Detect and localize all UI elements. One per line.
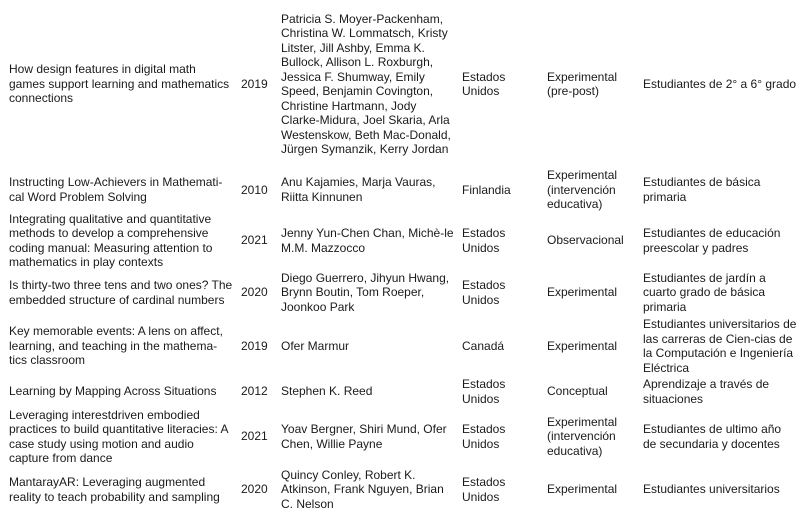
cell-year: 2021	[241, 233, 268, 248]
cell-country: Estados Unidos	[462, 278, 506, 307]
cell-country: Finlandia	[462, 182, 511, 197]
cell-year: 2010	[241, 182, 268, 197]
cell-study-type: Experimental (intervención educativa)	[547, 168, 618, 211]
cell-year: 2019	[241, 76, 268, 91]
cell-authors: Yoav Bergner, Shiri Mund, Ofer Chen, Willie Payne	[281, 422, 447, 451]
cell-year: 2021	[241, 429, 268, 444]
cell-study-type: Experimental	[547, 338, 618, 353]
cell-population: Estudiantes universitarios	[643, 482, 780, 497]
cell-study-type: Experimental	[547, 482, 618, 497]
cell-authors: Stephen K. Reed	[281, 384, 373, 399]
cell-study-type: Conceptual	[547, 384, 608, 399]
cell-population: Aprendizaje a través de situaciones	[643, 377, 770, 406]
cell-authors: Patricia S. Moyer-Packenham, Christina W. Lommatsch, Kristy Litster, Jill Ashby, Emma K. Bullock, Allison L. Roxburgh, Jessica F. Shumway, Emily Speed, Benjamin Covington, Christine Hartmann, Jody Clarke-Midura, Joel Skaria, Arla Westenskow, Beth Mac-Donald, Jürgen Symanzik, Kerry Jordan	[281, 11, 451, 156]
cell-country: Estados Unidos	[462, 475, 506, 504]
table-row	[0, 168, 799, 212]
cell-study-type: Experimental (pre-post)	[547, 69, 618, 98]
table-row	[0, 407, 799, 467]
cell-country: Canadá	[462, 338, 505, 353]
cell-population: Estudiantes de ultimo año de secundaria y docentes	[643, 422, 782, 451]
cell-authors: Diego Guerrero, Jihyun Hwang, Brynn Boutin, Tom Roeper, Joonkoo Park	[281, 270, 450, 314]
cell-title: Instructing Low-Achievers in Mathemati-cal Word Problem Solving	[9, 175, 223, 204]
cell-population: Estudiantes de jardín a cuarto grado de básica primaria	[643, 270, 766, 314]
cell-title: Learning by Mapping Across Situations	[9, 384, 217, 399]
cell-authors: Ofer Marmur	[281, 338, 350, 353]
table-row	[0, 212, 799, 270]
table-row	[0, 270, 799, 316]
cell-title: How design features in digital math games support learning and mathematics connections	[9, 62, 230, 106]
cell-country: Estados Unidos	[462, 69, 506, 98]
cell-authors: Jenny Yun-Chen Chan, Michè-le M.M. Mazzocco	[281, 226, 454, 255]
cell-title: Leveraging interestdriven embodied practices to build quantitative literacies: A case study using motion and audio capture from dance	[9, 407, 228, 465]
cell-year: 2019	[241, 338, 268, 353]
cell-population: Estudiantes de educación preescolar y padres	[643, 226, 781, 255]
cell-year: 2020	[241, 285, 268, 300]
cell-study-type: Experimental	[547, 285, 618, 300]
table-row	[0, 467, 799, 513]
cell-year: 2020	[241, 482, 268, 497]
table-row	[0, 0, 799, 168]
cell-population: Estudiantes de 2° a 6° grado	[643, 76, 797, 91]
cell-population: Estudiantes de básica primaria	[643, 175, 761, 204]
cell-authors: Quincy Conley, Robert K. Atkinson, Frank Nguyen, Brian C. Nelson	[281, 467, 444, 511]
cell-year: 2012	[241, 384, 268, 399]
cell-study-type: Observacional	[547, 233, 624, 248]
cell-title: Key memorable events: A lens on affect, learning, and teaching in the mathema-tics classroom	[9, 324, 223, 368]
table-row	[0, 377, 799, 407]
cell-title: Is thirty-two three tens and two ones? The embedded structure of cardinal numbers	[9, 278, 233, 307]
cell-study-type: Experimental (intervención educativa)	[547, 414, 618, 458]
cell-country: Estados Unidos	[462, 422, 506, 451]
cell-title: MantarayAR: Leveraging augmented reality to teach probability and sampling	[9, 475, 220, 504]
cell-country: Estados Unidos	[462, 226, 506, 255]
cell-title: Integrating qualitative and quantitative methods to develop a comprehensive coding manual: Measuring attention to mathematics in play contexts	[9, 211, 213, 269]
cell-authors: Anu Kajamies, Marja Vauras, Riitta Kinnunen	[281, 175, 436, 204]
table-row	[0, 316, 799, 377]
cell-population: Estudiantes universitarios de las carreras de Cien-cias de la Computación e Ingeniería Eléctrica	[643, 317, 797, 375]
cell-country: Estados Unidos	[462, 377, 506, 406]
